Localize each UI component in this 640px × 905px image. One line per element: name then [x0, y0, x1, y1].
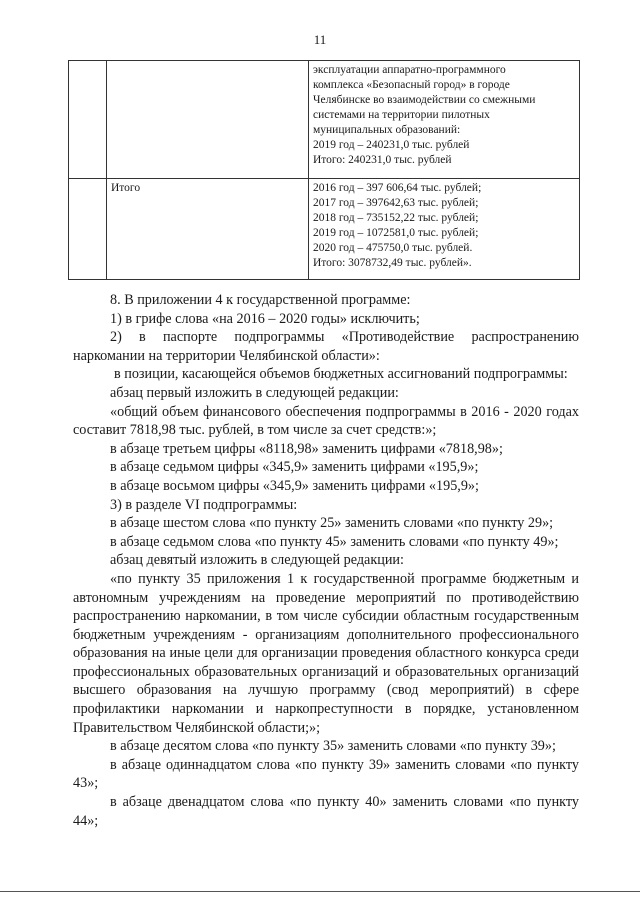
cell-line: комплекса «Безопасный город» в городе — [313, 79, 510, 91]
paragraph: 1) в грифе слова «на 2016 – 2020 годы» исключить; — [110, 310, 420, 327]
page-bottom-edge — [0, 891, 640, 892]
cell-line: 2018 год – 735152,22 тыс. рублей; — [313, 212, 479, 224]
cell-line: системами на территории пилотных — [313, 109, 490, 121]
cell-line: Челябинске во взаимодействии со смежными — [313, 94, 536, 106]
paragraph: 8. В приложении 4 к государственной программе: — [110, 292, 411, 308]
cell-line: 2016 год – 397 606,64 тыс. рублей; — [313, 182, 482, 194]
table-cell-total-label: Итого — [107, 179, 309, 280]
paragraph: в позиции, касающейся объемов бюджетных ассигнований подпрограммы: — [114, 366, 568, 383]
table-cell-number — [69, 61, 107, 179]
cell-line: муниципальных образований: — [313, 124, 461, 136]
cell-line: 2017 год – 397642,63 тыс. рублей; — [313, 197, 479, 209]
paragraph: в абзаце третьем цифры «8118,98» заменить цифрами «7818,98»; — [110, 440, 503, 457]
budget-table — [68, 60, 580, 280]
cell-line: 2020 год – 475750,0 тыс. рублей. — [313, 242, 473, 254]
paragraph: в абзаце десятом слова «по пункту 35» заменить словами «по пункту 39»; — [110, 738, 556, 755]
paragraph: «по пункту 35 приложения 1 к государственной программе бюджетным и автономным учреждениям на проведение мероприятий по противодействию распространению наркомании, в том числе субсидии областным государственным бюджетным учреждениям - организациям дополнительного профессионального образования на иные цели для организации проведения областного конкурса среди профессиональных образовательных организаций и образовательных организаций высшего образования на лучшую программу (свод мероприятий) в сфере профилактики наркомании и наркопреступности в порядке, установленном Правительством Челябинской области;»; — [73, 570, 579, 736]
paragraph: «общий объем финансового обеспечения подпрограммы в 2016 - 2020 годах составит 7818,98 тыс. рублей, в том числе за счет средств:»; — [73, 403, 579, 439]
paragraph: абзац первый изложить в следующей редакции: — [110, 384, 399, 401]
paragraph: в абзаце одиннадцатом слова «по пункту 39» заменить словами «по пункту 43»; — [73, 756, 579, 792]
cell-line: 2019 год – 240231,0 тыс. рублей — [313, 139, 470, 151]
document-body — [73, 291, 579, 830]
table-cell-name — [107, 61, 309, 179]
paragraph: в абзаце седьмом цифры «345,9» заменить цифрами «195,9»; — [110, 459, 479, 476]
cell-line: эксплуатации аппаратно-программного — [313, 64, 506, 76]
paragraph: абзац девятый изложить в следующей редакции: — [110, 552, 404, 569]
cell-line: Итого: 3078732,49 тыс. рублей». — [313, 257, 472, 269]
page-number: 11 — [313, 32, 327, 47]
table-row-total — [69, 179, 580, 280]
paragraph: в абзаце восьмом цифры «345,9» заменить цифрами «195,9»; — [110, 477, 479, 494]
table-cell-total-amounts — [309, 179, 580, 280]
table-cell-number — [69, 179, 107, 280]
paragraph: в абзаце седьмом слова «по пункту 45» заменить словами «по пункту 49»; — [110, 533, 559, 550]
cell-line: 2019 год – 1072581,0 тыс. рублей; — [313, 227, 479, 239]
paragraph: 3) в разделе VI подпрограммы: — [110, 496, 298, 513]
table-row — [69, 61, 580, 179]
cell-line: Итого: 240231,0 тыс. рублей — [313, 154, 452, 166]
paragraph: в абзаце двенадцатом слова «по пункту 40» заменить словами «по пункту 44»; — [73, 794, 579, 829]
paragraph: в абзаце шестом слова «по пункту 25» заменить словами «по пункту 29»; — [110, 515, 554, 532]
paragraph: 2) в паспорте подпрограммы «Противодействие распространению наркомании на территории Челябинской области»: — [73, 329, 579, 364]
table-cell-amounts — [309, 61, 580, 179]
